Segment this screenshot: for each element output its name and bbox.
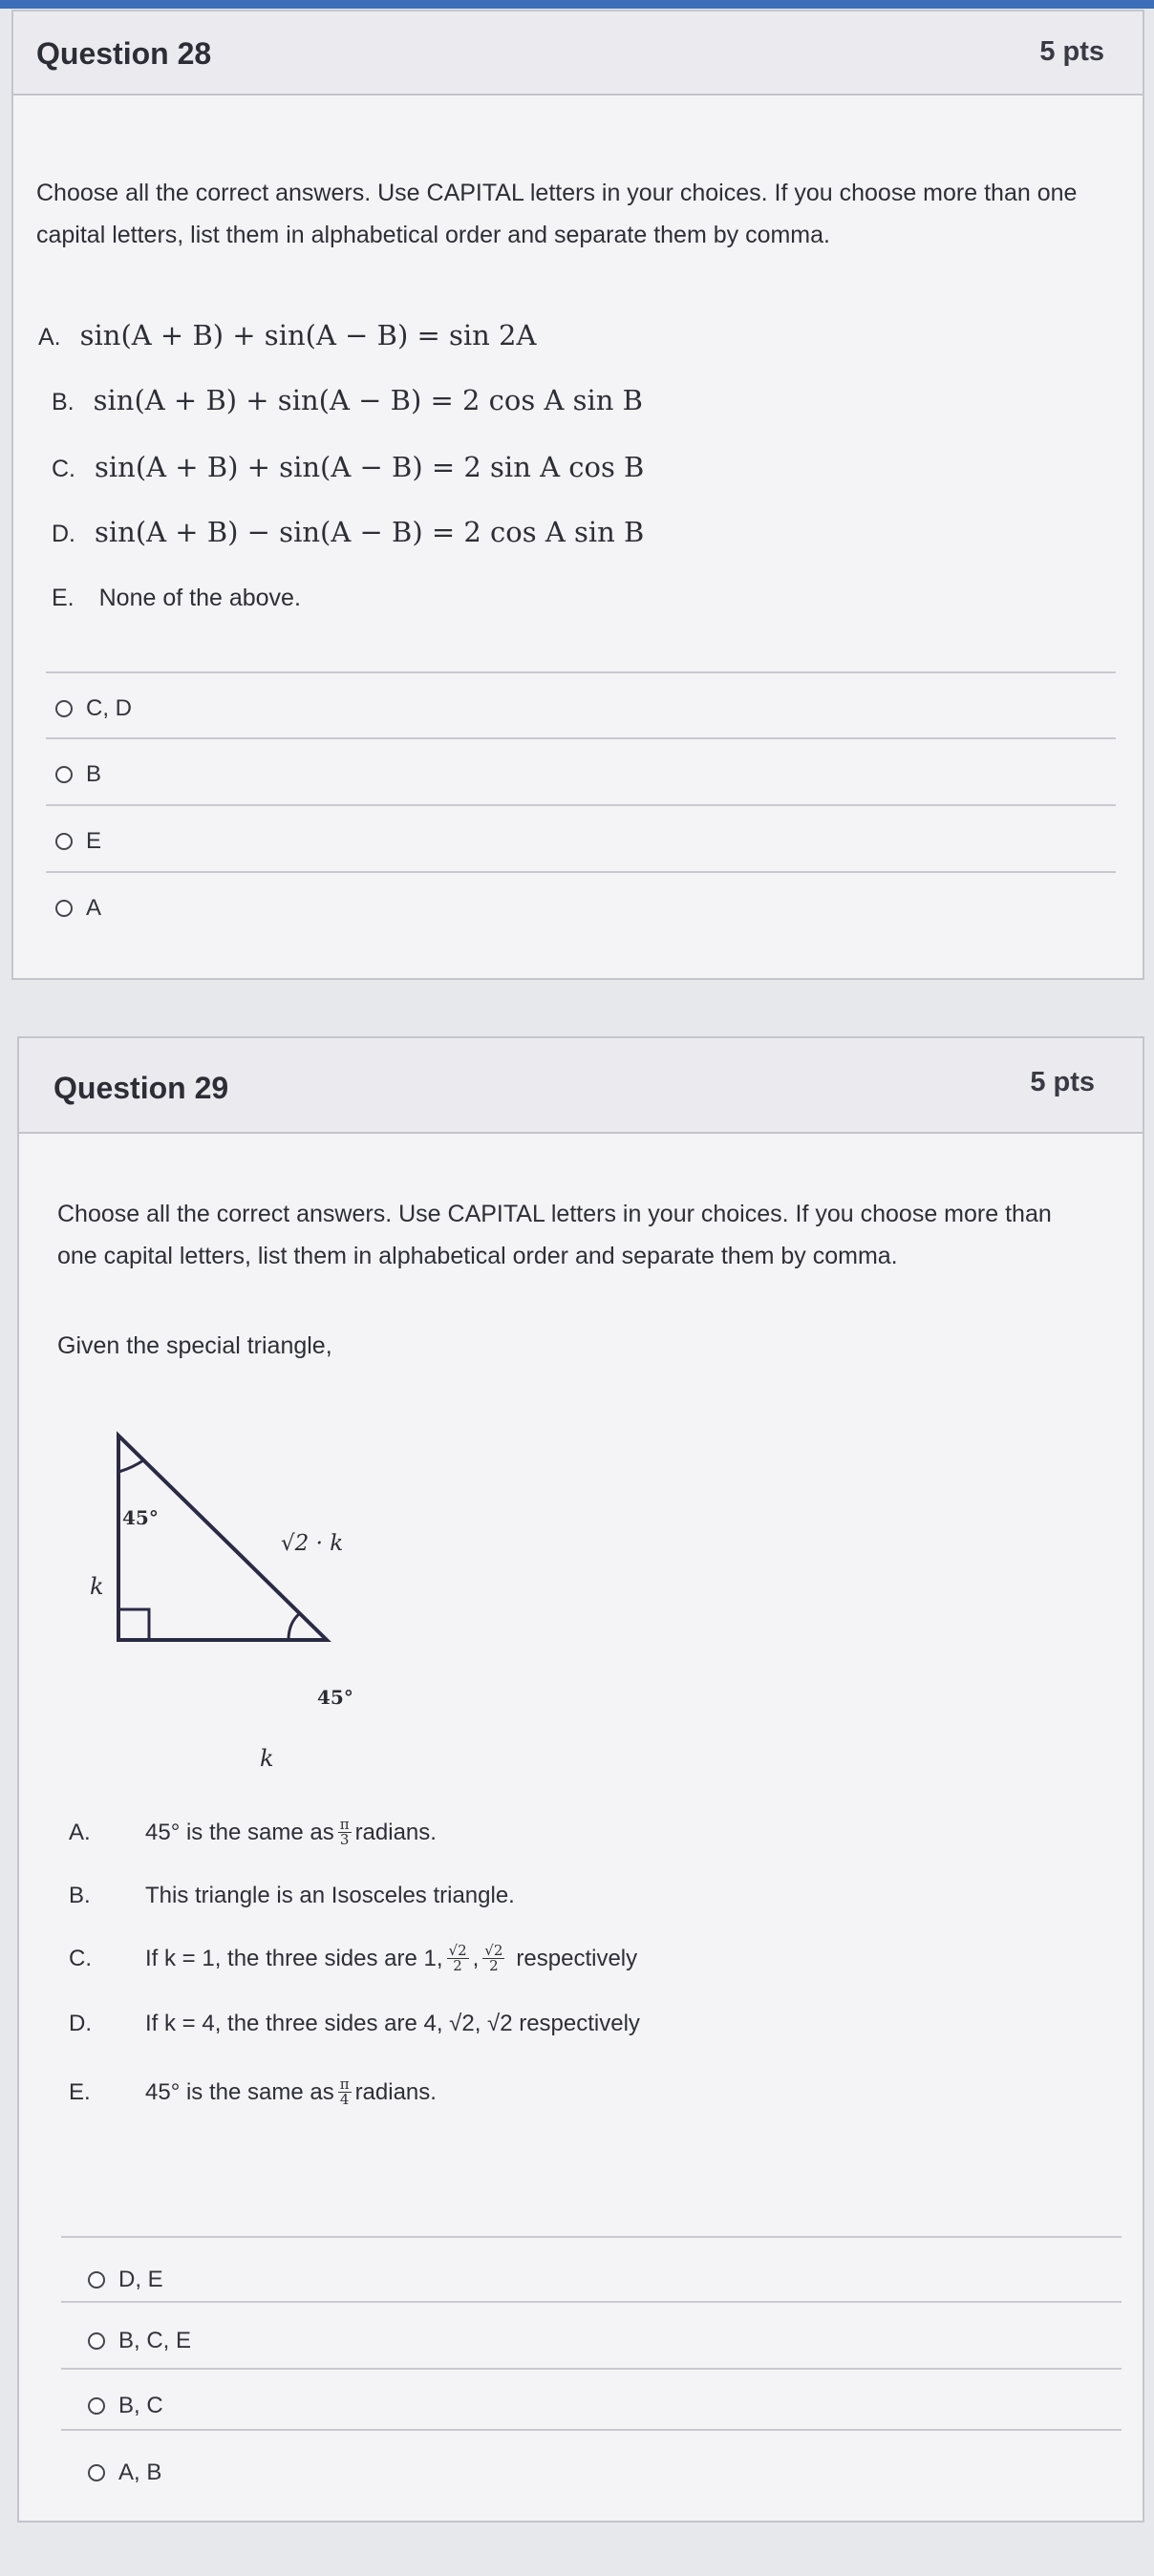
q28-answer-divider <box>46 804 1116 806</box>
q28-answer-a[interactable]: A <box>55 895 101 922</box>
question-29-title: Question 29 <box>53 1071 229 1105</box>
question-29-header <box>19 1038 1143 1134</box>
triangle-left-side-label: k <box>90 1573 104 1600</box>
triangle-bottom-angle-label: 45° <box>317 1686 353 1709</box>
q29-answer-divider <box>61 2368 1122 2370</box>
pi-over-3-fraction: $\frac{\pi}{3}$ <box>339 1816 350 1848</box>
bottom-angle-arc <box>288 1613 300 1640</box>
radio-icon[interactable] <box>88 2397 105 2415</box>
q28-option-a: A. sin(A + B) + sin(A − B) = sin 2A <box>38 319 537 351</box>
question-29-card <box>17 1036 1144 2523</box>
triangle-bottom-side-label: k <box>260 1745 274 1772</box>
question-28-card <box>11 10 1144 980</box>
right-angle-marker <box>118 1609 149 1640</box>
q29-option-a: A. 45° is the same as $\frac{\pi}{3}$ radians. <box>69 1816 437 1848</box>
top-angle-arc <box>118 1460 143 1472</box>
q28-option-c: C. sin(A + B) + sin(A − B) = 2 sin A cos B <box>52 451 645 483</box>
radio-icon[interactable] <box>55 766 73 783</box>
special-triangle-figure <box>86 1420 411 1697</box>
radio-icon[interactable] <box>88 2332 105 2350</box>
browser-top-edge <box>0 0 1154 9</box>
question-28-header <box>13 11 1143 96</box>
q29-answer-ab[interactable]: A, B <box>88 2459 161 2486</box>
q29-option-b: B. This triangle is an Isosceles triangle. <box>69 1883 515 1908</box>
q29-answer-divider <box>61 2236 1122 2238</box>
radio-icon[interactable] <box>55 900 73 917</box>
q29-option-c: C. If k = 1, the three sides are 1, $\frac{√2}{2}$ , $\frac{√2}{2}$ respectively <box>69 1942 638 1974</box>
q28-option-e: E. None of the above. <box>52 585 301 611</box>
q29-answer-bce[interactable]: B, C, E <box>88 2328 191 2354</box>
question-28-title: Question 28 <box>36 36 212 71</box>
question-29-prompt: Choose all the correct answers. Use CAPITAL letters in your choices. If you choose more than one capital letters, list them in alphabetical order and separate them by comma. <box>57 1201 1052 1269</box>
question-28-prompt: Choose all the correct answers. Use CAPITAL letters in your choices. If you choose more than one capital letters, list them in alphabetical order and separate them by comma. <box>36 180 1078 248</box>
q29-answer-bc[interactable]: B, C <box>88 2393 163 2419</box>
q29-answer-divider <box>61 2429 1122 2431</box>
q29-answer-de[interactable]: D, E <box>88 2267 163 2293</box>
pi-over-4-fraction: $\frac{\pi}{4}$ <box>339 2076 350 2108</box>
q28-answer-e[interactable]: E <box>55 828 101 855</box>
radio-icon[interactable] <box>88 2271 105 2289</box>
radio-icon[interactable] <box>88 2464 105 2481</box>
q29-option-e: E. 45° is the same as $\frac{\pi}{4}$ radians. <box>69 2076 437 2108</box>
triangle-hypotenuse-label: √2 · k <box>281 1531 344 1556</box>
q28-answer-divider <box>46 871 1116 873</box>
question-28-points: 5 pts <box>1039 36 1104 67</box>
root2-over-2-fraction: $\frac{√2}{2}$ <box>484 1942 503 1974</box>
q28-option-b: B. sin(A + B) + sin(A − B) = 2 cos A sin B <box>52 384 643 416</box>
question-29-given: Given the special triangle, <box>57 1332 332 1359</box>
q28-answer-cd[interactable]: C, D <box>55 695 132 722</box>
q28-answer-divider <box>46 737 1116 739</box>
q28-answer-b[interactable]: B <box>55 761 101 788</box>
q29-option-d: D. If k = 4, the three sides are 4, √2, √2 respectively <box>69 2011 640 2036</box>
q28-answer-divider <box>46 671 1116 673</box>
q29-answer-divider <box>61 2301 1122 2303</box>
radio-icon[interactable] <box>55 700 73 717</box>
radio-icon[interactable] <box>55 833 73 850</box>
q28-option-d: D. sin(A + B) − sin(A − B) = 2 cos A sin B <box>52 516 645 548</box>
triangle-top-angle-label: 45° <box>122 1506 159 1529</box>
question-29-points: 5 pts <box>1030 1067 1095 1097</box>
root2-over-2-fraction: $\frac{√2}{2}$ <box>448 1942 467 1974</box>
